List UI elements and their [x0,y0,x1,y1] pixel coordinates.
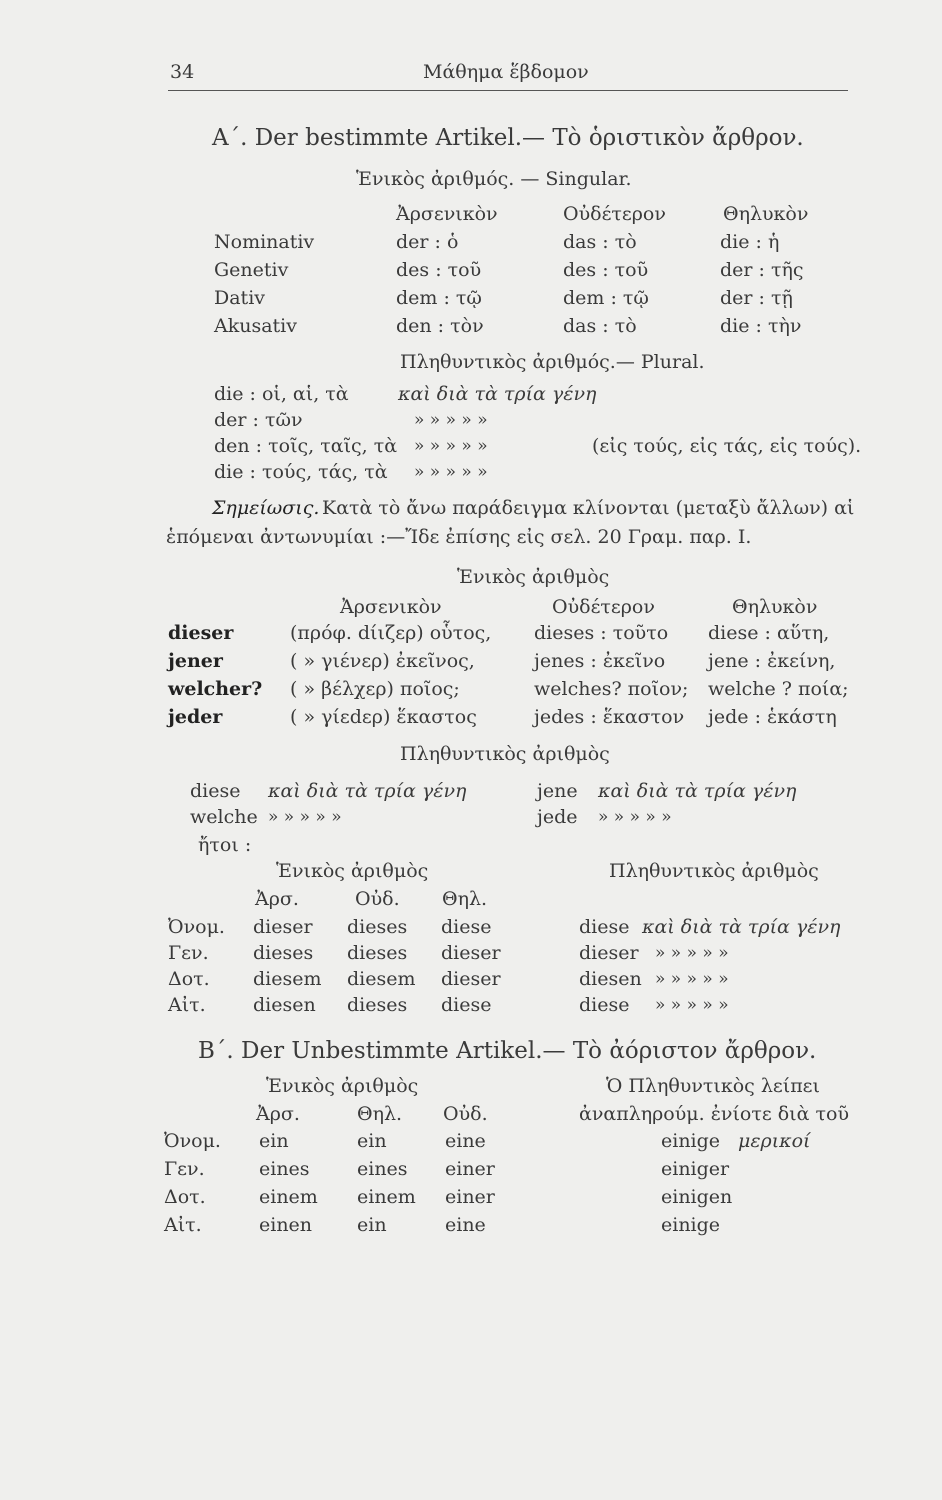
article-form: der : τῆς [720,259,804,281]
col-header-masc: Ἀρσ. [255,888,299,910]
plural-word: jene [537,780,578,802]
indef-plural: einige [661,1130,721,1152]
pronoun-neut: welches? ποῖον; [534,678,689,700]
col-header-masc: Ἀρσενικὸν [396,203,498,225]
article-form: die : ἡ [720,231,780,253]
dieser-form: diesem [253,968,322,990]
dieser-sing-heading: Ἑνικὸς ἀριθμὸς [276,860,429,882]
remark-label: Σημείωσις. [212,497,320,519]
dieser-form: dieser [441,942,501,964]
indef-form: ein [357,1130,387,1152]
article-form: der : ὁ [396,231,459,253]
remark-line-1: Κατὰ τὸ ἄνω παράδειγμα κλίνονται (μεταξὺ ἄλλων) αἱ [322,497,855,519]
indef-plural: einige [661,1214,721,1236]
indef-plural: einigen [661,1186,733,1208]
dieser-form: diese [441,994,492,1016]
pronoun-fem: diese : αὕτη, [708,622,830,644]
section-b-plural-note-2: ἀναπληρούμ. ἐνίοτε διὰ τοῦ [579,1103,849,1125]
ditto-marks: » » » » » [598,807,672,827]
plural-note: καὶ διὰ τὰ τρία γένη [598,780,797,802]
pronoun-fem: welche ? ποία; [708,678,849,700]
section-b-sing-heading: Ἑνικὸς ἀριθμὸς [266,1075,419,1097]
case-label: Nominativ [214,231,315,253]
plural-extra: (εἰς τούς, εἰς τάς, εἰς τούς). [592,435,862,457]
pronoun-singular-heading: Ἑνικὸς ἀριθμὸς [457,566,610,588]
col-header-masc: Ἀρσ. [256,1103,300,1125]
plural-note: καὶ διὰ τὰ τρία γένη [268,780,467,802]
article-form: das : τὸ [563,315,637,337]
article-form: der : τῇ [720,287,793,309]
col-header-neut: Οὐδέτερον [563,203,666,225]
dieser-form: diesem [347,968,416,990]
dieser-form: dieses [347,994,408,1016]
dieser-form: dieses [253,942,314,964]
plural-gloss: μερικοί [738,1130,811,1152]
plural-note: καὶ διὰ τὰ τρία γένη [642,916,841,938]
ditto-marks: » » » » » [414,410,488,430]
pronoun-word: jener [168,650,223,672]
pronoun-neut: jenes : ἐκεῖνο [534,650,666,672]
page-number: 34 [170,61,195,83]
indef-form: ein [259,1130,289,1152]
pronoun-fem: jede : ἑκάστη [708,706,837,728]
case-label: Αἰτ. [164,1214,202,1236]
col-header-neut: Οὐδ. [355,888,400,910]
dieser-form: dieser [253,916,313,938]
ditto-marks: » » » » » [655,969,729,989]
indef-form: einen [259,1214,313,1236]
indef-form: einer [445,1158,495,1180]
plural-note: καὶ διὰ τὰ τρία γένη [398,383,597,405]
dieser-form: dieses [347,942,408,964]
section-a-heading: Α΄. Der bestimmte Artikel.— Τὸ ὁριστικὸν ἄρθρον. [212,125,804,151]
plural-word: jede [537,806,578,828]
dieser-plural: diesen [579,968,642,990]
col-header-fem: Θηλυκὸν [732,596,818,618]
col-header-neut: Οὐδ. [443,1103,488,1125]
case-label: Γεν. [164,1158,205,1180]
article-form: das : τὸ [563,231,637,253]
case-label: Αἰτ. [168,994,206,1016]
plural-form: die : τούς, τάς, τὰ [214,461,388,483]
plural-word: diese [190,780,241,802]
indef-form: eines [357,1158,408,1180]
dieser-plur-heading: Πληθυντικὸς ἀριθμὸς [609,860,819,882]
ditto-marks: » » » » » [414,462,488,482]
case-label: Γεν. [168,942,209,964]
article-form: des : τοῦ [563,259,649,281]
dieser-form: diese [441,916,492,938]
ditto-marks: » » » » » [414,436,488,456]
col-header-fem: Θηλ. [442,888,488,910]
article-form: dem : τῷ [563,287,649,309]
singular-heading: Ἑνικὸς ἀριθμός. — Singular. [356,168,632,190]
section-b-plural-note-1: Ὁ Πληθυντικὸς λείπει [606,1075,820,1097]
pronoun-neut: dieses : τοῦτο [534,622,669,644]
ditto-marks: » » » » » [655,943,729,963]
pronoun-fem: jene : ἐκείνη, [708,650,836,672]
col-header-neut: Οὐδέτερον [552,596,655,618]
dieser-plural: diese [579,994,630,1016]
indef-form: eine [445,1130,486,1152]
col-header-masc: Ἀρσενικὸν [340,596,442,618]
case-label: Akusativ [214,315,297,337]
pronoun-word: jeder [168,706,223,728]
ditto-marks: » » » » » [655,995,729,1015]
article-form: dem : τῷ [396,287,482,309]
plural-form: die : οἱ, αἱ, τὰ [214,383,349,405]
case-label: Genetiv [214,259,289,281]
pronoun-masc: ( » γιένερ) ἐκεῖνος, [290,650,475,672]
dieser-plural: diese [579,916,630,938]
indef-form: einem [357,1186,416,1208]
pronoun-masc: (πρόφ. dίιζερ) οὗτος, [290,622,492,644]
indef-form: ein [357,1214,387,1236]
article-form: den : τὸν [396,315,484,337]
hitoi-label: ἤτοι : [198,834,252,856]
section-b-heading: Β΄. Der Unbestimmte Artikel.— Τὸ ἀόριστον ἄρθρον. [198,1038,817,1064]
indef-form: einer [445,1186,495,1208]
article-form: die : τὴν [720,315,802,337]
page-title: Μάθημα ἕβδομον [423,61,589,83]
plural-form: der : τῶν [214,409,303,431]
indef-plural: einiger [661,1158,730,1180]
indef-form: eine [445,1214,486,1236]
pronoun-word: welcher? [168,678,263,700]
ditto-marks: » » » » » [268,807,342,827]
plural-heading: Πληθυντικὸς ἀριθμός.— Plural. [400,351,705,373]
dieser-form: diesen [253,994,316,1016]
dieser-form: dieser [441,968,501,990]
indef-form: einem [259,1186,318,1208]
col-header-fem: Θηλ. [357,1103,403,1125]
pronoun-neut: jedes : ἕκαστον [534,706,685,728]
pronoun-word: dieser [168,622,234,644]
dieser-plural: dieser [579,942,639,964]
plural-word: welche [190,806,258,828]
pronoun-plural-heading: Πληθυντικὸς ἀριθμὸς [400,743,610,765]
pronoun-masc: ( » γίεdερ) ἕκαστος [290,706,477,728]
case-label: Ὀνομ. [168,916,225,938]
header-rule [168,90,848,91]
case-label: Dativ [214,287,266,309]
remark-line-2: ἑπόμεναι ἀντωνυμίαι :—Ἴδε ἐπίσης εἰς σελ. 20 Γραμ. παρ. Ι. [166,526,752,548]
dieser-form: dieses [347,916,408,938]
col-header-fem: Θηλυκὸν [723,203,809,225]
indef-form: eines [259,1158,310,1180]
plural-form: den : τοῖς, ταῖς, τὰ [214,435,398,457]
article-form: des : τοῦ [396,259,482,281]
pronoun-masc: ( » βέλχερ) ποῖος; [290,678,460,700]
case-label: Δοτ. [168,968,210,990]
case-label: Ὀνομ. [164,1130,221,1152]
case-label: Δοτ. [164,1186,206,1208]
